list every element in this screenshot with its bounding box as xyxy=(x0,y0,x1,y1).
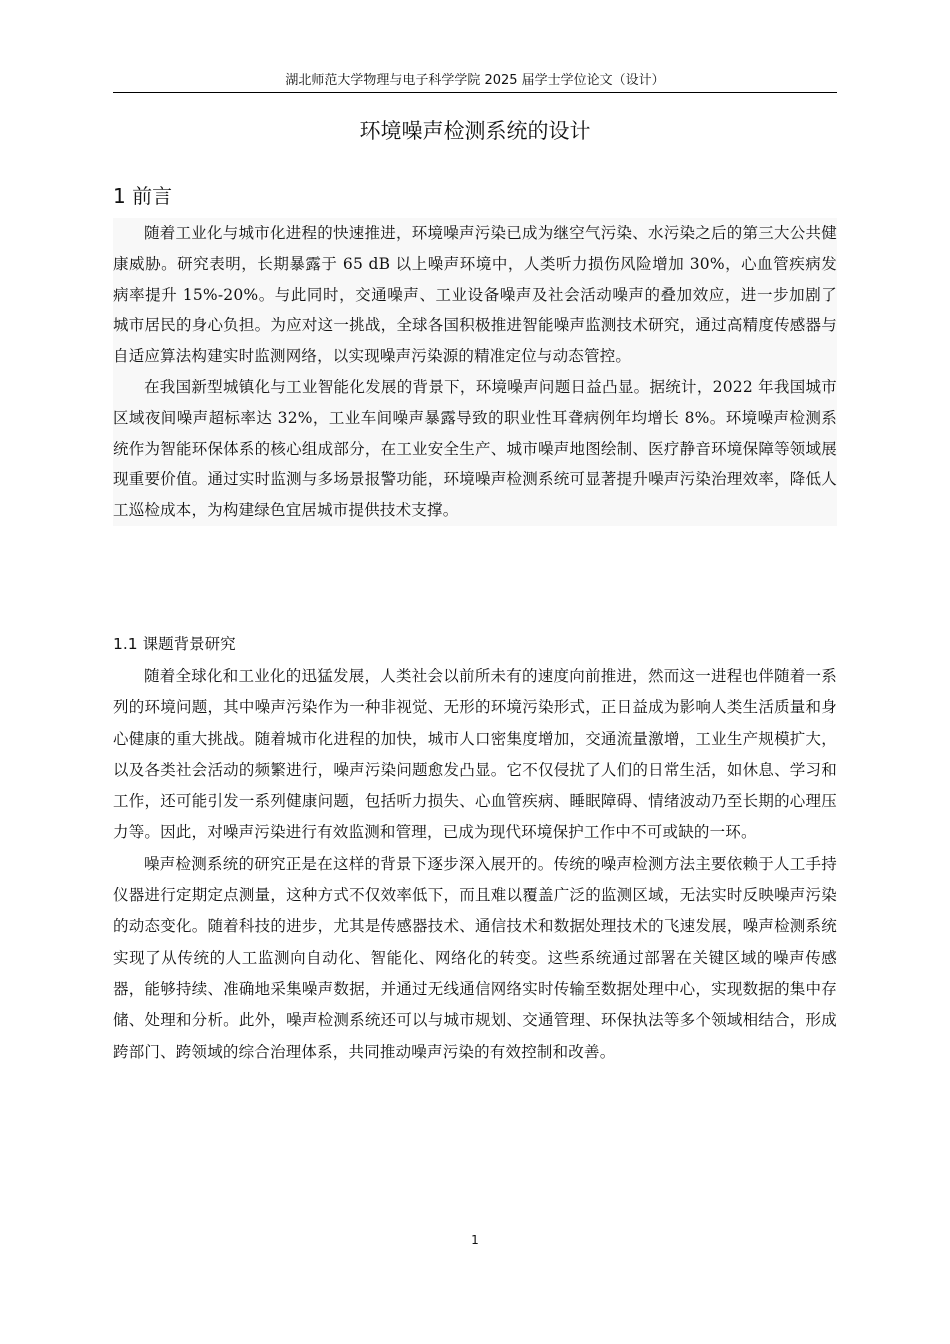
background-paragraph-2: 噪声检测系统的研究正是在这样的背景下逐步深入展开的。传统的噪声检测方法主要依赖于人工手持仪器进行定期定点测量，这种方式不仅效率低下，而且难以覆盖广泛的监测区域，无法实时反映噪声污染的动态变化。随着科技的进步，尤其是传感器技术、通信技术和数据处理技术的飞速发展，噪声检测系统实现了从传统的人工监测向自动化、智能化、网络化的转变。这些系统通过部署在关键区域的噪声传感器，能够持续、准确地采集噪声数据，并通过无线通信网络实时传输至数据处理中心，实现数据的集中存储、处理和分析。此外，噪声检测系统还可以与城市规划、交通管理、环保执法等多个领域相结合，形成跨部门、跨领域的综合治理体系，共同推动噪声污染的有效控制和改善。 xyxy=(113,854,837,1061)
preface-body xyxy=(113,218,837,526)
background-paragraph-1: 随着全球化和工业化的迅猛发展，人类社会以前所未有的速度向前推进，然而这一进程也伴随着一系列的环境问题，其中噪声污染作为一种非视觉、无形的环境污染形式，正日益成为影响人类生活质量和身心健康的重大挑战。随着城市化进程的加快，城市人口密集度增加，交通流量激增，工业生产规模扩大，以及各类社会活动的频繁进行，噪声污染问题愈发凸显。它不仅侵扰了人们的日常生活，如休息、学习和工作，还可能引发一系列健康问题，包括听力损失、心血管疾病、睡眠障碍、情绪波动乃至长期的心理压力等。因此，对噪声污染进行有效监测和管理，已成为现代环境保护工作中不可或缺的一环。 xyxy=(113,667,837,842)
background-body xyxy=(113,661,837,1068)
section-heading-preface: 1 前言 xyxy=(113,184,173,208)
document-title: 环境噪声检测系统的设计 xyxy=(359,119,591,143)
preface-paragraph-1: 随着工业化与城市化进程的快速推进，环境噪声污染已成为继空气污染、水污染之后的第三大公共健康威胁。研究表明，长期暴露于 65 dB 以上噪声环境中，人类听力损伤风险增加 30%，心血管疾病发病率提升 15%-20%。与此同时，交通噪声、工业设备噪声及社会活动噪声的叠加效应，进一步加剧了城市居民的身心负担。为应对这一挑战，全球各国积极推进智能噪声监测技术研究，通过高精度传感器与自适应算法构建实时监测网络，以实现噪声污染源的精准定位与动态管控。 xyxy=(113,224,837,366)
page-number: 1 xyxy=(471,1233,479,1247)
running-header: 湖北师范大学物理与电子科学学院 2025 届学士学位论文（设计） xyxy=(113,70,837,93)
section-heading-background: 1.1 课题背景研究 xyxy=(113,635,236,653)
preface-paragraph-2: 在我国新型城镇化与工业智能化发展的背景下，环境噪声问题日益凸显。据统计，2022 年我国城市区域夜间噪声超标率达 32%，工业车间噪声暴露导致的职业性耳聋病例年均增长 8%。环境噪声检测系统作为智能环保体系的核心组成部分，在工业安全生产、城市噪声地图绘制、医疗静音环境保障等领域展现重要价值。通过实时监测与多场景报警功能，环境噪声检测系统可显著提升噪声污染治理效率，降低人工巡检成本，为构建绿色宜居城市提供技术支撑。 xyxy=(113,377,837,520)
